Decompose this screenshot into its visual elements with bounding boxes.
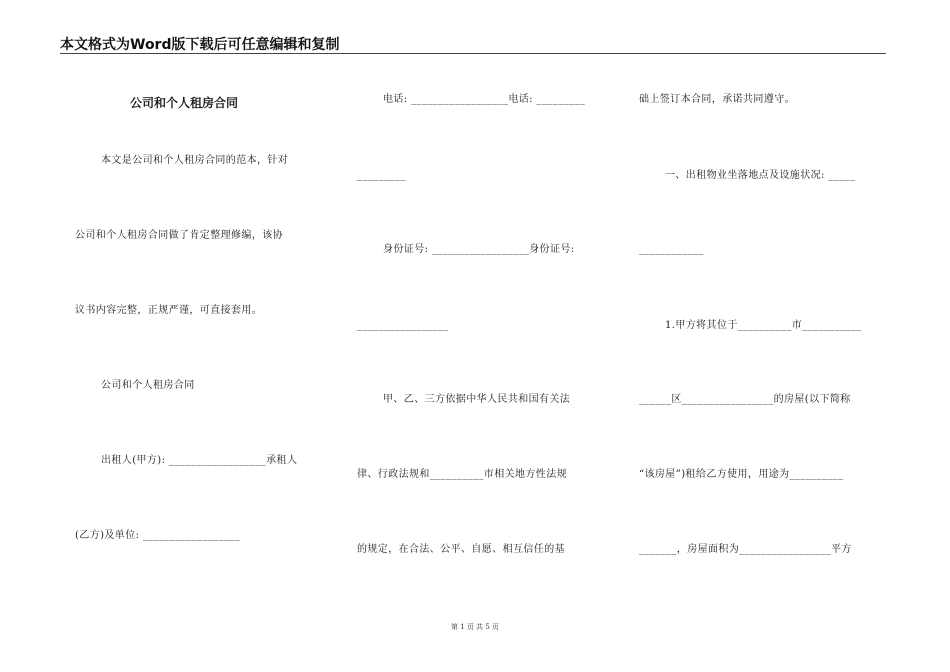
- paragraph-line: 1.甲方将其位于__________市___________: [665, 320, 862, 331]
- paragraph-line: ______区_________________的房屋(以下简称: [639, 394, 851, 405]
- paragraph-line: 甲、乙、三方依据中华人民共和国有关法: [383, 394, 571, 405]
- paragraph-line: 础上签订本合同，承诺共同遵守。: [639, 94, 795, 105]
- paragraph-line: 出租人(甲方): __________________承租人: [101, 455, 298, 466]
- paragraph-line: 公司和个人租房合同: [101, 380, 195, 391]
- paragraph-line: 电话: __________________电话: _________: [383, 94, 586, 105]
- column-1: [75, 0, 325, 672]
- paragraph-line: 公司和个人租房合同做了肯定整理修编，该协: [75, 230, 283, 241]
- paragraph-line: 的规定，在合法、公平、自愿、相互信任的基: [357, 544, 565, 555]
- contract-title: 公司和个人租房合同: [130, 96, 239, 110]
- paragraph-line: (乙方)及单位: __________________: [75, 530, 241, 541]
- page-number-footer: 第 1 页 共 5 页: [450, 623, 500, 631]
- paragraph-line: 身份证号: __________________身份证号:: [383, 244, 575, 255]
- paragraph-line: 议书内容完整，正规严谨，可直接套用。: [75, 305, 263, 316]
- column-2: [357, 0, 607, 672]
- document-header-title: 本文格式为Word版下载后可任意编辑和复制: [60, 37, 340, 53]
- paragraph-line: 律、行政法规和__________市相关地方性法规: [357, 469, 567, 480]
- column-3: [639, 0, 889, 672]
- paragraph-line: “该房屋”)租给乙方使用，用途为__________: [639, 469, 844, 480]
- paragraph-line: _________: [357, 170, 406, 181]
- paragraph-line: 一、出租物业坐落地点及设施状况: _____: [665, 170, 856, 181]
- paragraph-line: ____________: [639, 244, 704, 255]
- paragraph-line: _________________: [357, 320, 449, 331]
- paragraph-line: 本文是公司和个人租房合同的范本，针对: [101, 155, 289, 166]
- paragraph-line: _______，房屋面积为_________________平方: [639, 544, 852, 555]
